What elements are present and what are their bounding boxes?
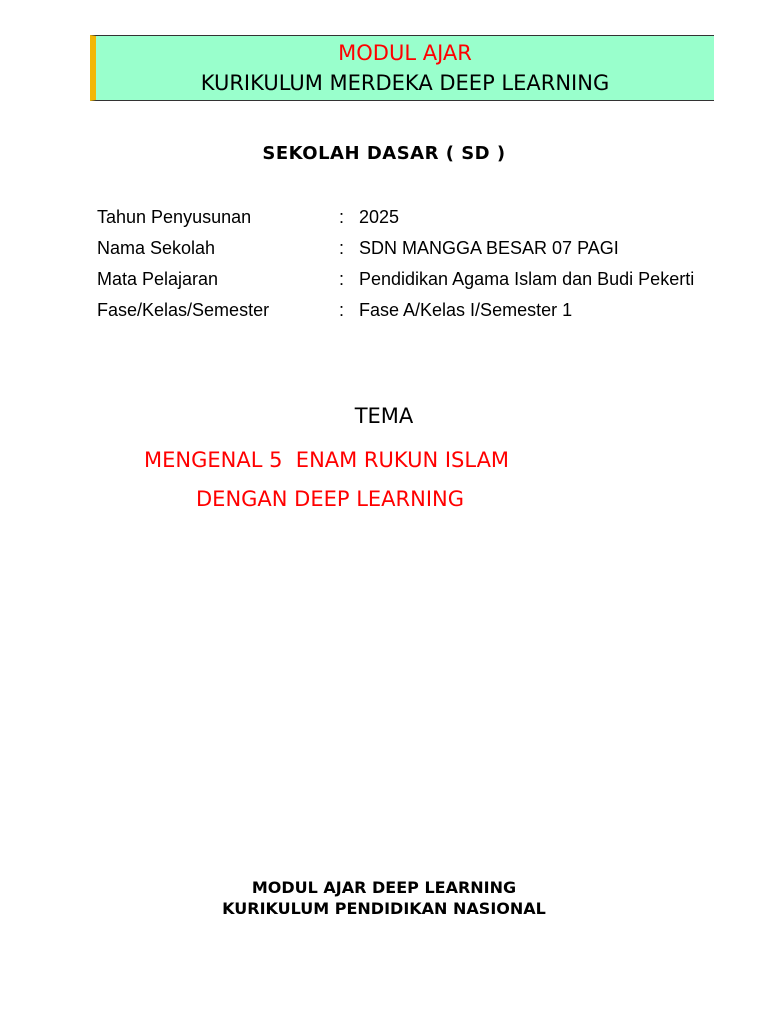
theme-title-line-2: DENGAN DEEP LEARNING <box>196 487 465 511</box>
info-value: 2025 <box>359 207 400 227</box>
info-table <box>97 205 697 329</box>
info-value: Pendidikan Agama Islam dan Budi Pekerti <box>359 269 695 289</box>
theme-label: TEMA <box>354 404 414 428</box>
footer-line-2: KURIKULUM PENDIDIKAN NASIONAL <box>222 899 546 918</box>
info-value: SDN MANGGA BESAR 07 PAGI <box>359 238 619 258</box>
info-label: Mata Pelajaran <box>97 269 219 289</box>
info-label: Tahun Penyusunan <box>97 207 252 227</box>
info-row-phase <box>97 298 697 322</box>
info-colon: : <box>339 207 345 227</box>
info-value: Fase A/Kelas I/Semester 1 <box>359 300 573 320</box>
info-colon: : <box>339 300 345 320</box>
info-colon: : <box>339 269 345 289</box>
theme-title-line-1: MENGENAL 5 ENAM RUKUN ISLAM <box>144 448 510 472</box>
footer-line-1: MODUL AJAR DEEP LEARNING <box>251 878 517 897</box>
school-type-heading: SEKOLAH DASAR ( SD ) <box>262 143 506 164</box>
info-row-subject <box>97 267 697 291</box>
info-label: Fase/Kelas/Semester <box>97 300 270 320</box>
info-row-year <box>97 205 697 229</box>
curriculum-subtitle: KURIKULUM MERDEKA DEEP LEARNING <box>200 71 610 95</box>
info-label: Nama Sekolah <box>97 238 216 258</box>
module-title: MODUL AJAR <box>338 41 472 65</box>
info-colon: : <box>339 238 345 258</box>
title-banner <box>90 35 714 101</box>
footer <box>0 877 768 919</box>
info-row-school <box>97 236 697 260</box>
